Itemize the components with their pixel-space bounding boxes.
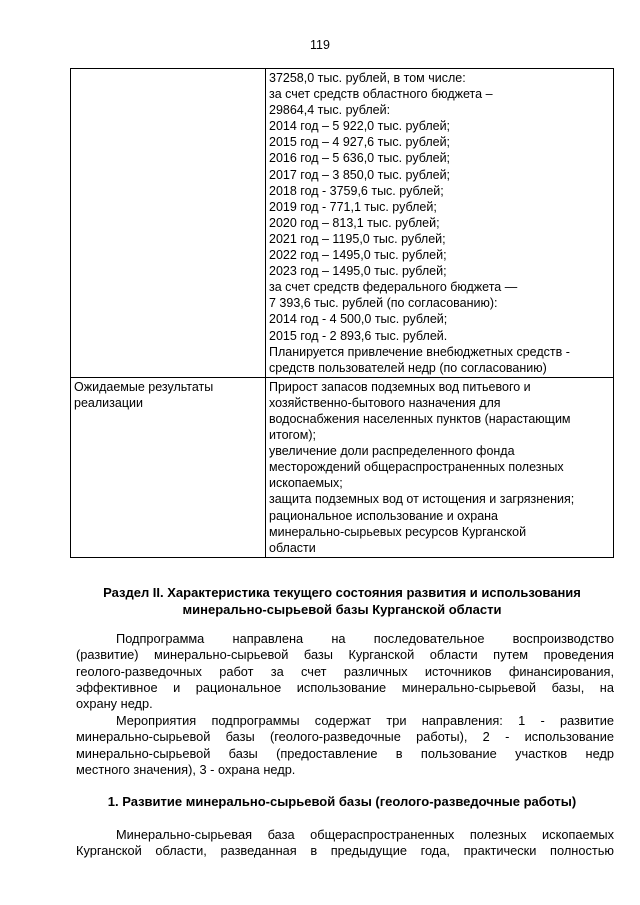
funding-line: 2016 год – 5 636,0 тыс. рублей; <box>269 151 451 166</box>
funding-line: 2015 год - 2 893,6 тыс. рублей. <box>269 328 448 343</box>
paragraph-line: (развитие) минерально-сырьевой базы Курганской области путем проведения <box>76 647 614 663</box>
paragraph-line: Подпрограмма направлена на последовательное воспроизводство <box>116 631 614 646</box>
paragraph-directions <box>76 713 614 778</box>
funding-line: средств пользователей недр (по согласованию) <box>269 360 547 375</box>
page-number: 119 <box>310 38 330 52</box>
funding-line: 7 393,6 тыс. рублей (по согласованию): <box>269 296 498 311</box>
section-title-line: минерально-сырьевой базы Курганской области <box>182 602 502 617</box>
label-line: Ожидаемые результаты <box>74 379 214 394</box>
section-title <box>70 584 614 618</box>
subprogram-passport-table <box>70 68 614 558</box>
funding-line: 2018 год - 3759,6 тыс. рублей; <box>269 183 444 198</box>
result-line: Прирост запасов подземных вод питьевого и <box>269 379 531 394</box>
table-cell-label <box>71 69 266 378</box>
table-row <box>71 69 614 378</box>
section-title-line: Раздел II. Характеристика текущего состояния развития и использования <box>103 585 581 600</box>
result-line: области <box>269 540 316 555</box>
paragraph-line: Курганской области, разведанная в предыдущие года, практически полностью <box>76 843 614 859</box>
funding-line: 2015 год – 4 927,6 тыс. рублей; <box>269 135 451 150</box>
funding-line: 2022 год – 1495,0 тыс. рублей; <box>269 248 447 263</box>
paragraph-line: местного значения), 3 - охрана недр. <box>76 761 296 777</box>
table-row <box>71 377 614 557</box>
paragraph-line: геолого-разведочных работ за счет различных источников финансирования, <box>76 663 614 679</box>
expected-results-label <box>71 377 266 557</box>
subsection-title: 1. Развитие минерально-сырьевой базы (геолого-разведочные работы) <box>107 794 577 809</box>
expected-results-cell <box>266 377 614 557</box>
funding-line: за счет средств областного бюджета – <box>269 87 493 102</box>
funding-line: 2014 год - 4 500,0 тыс. рублей; <box>269 312 448 327</box>
result-line: хозяйственно-бытового назначения для <box>269 395 501 410</box>
label-line: реализации <box>74 395 143 410</box>
funding-line: за счет средств федерального бюджета — <box>269 280 518 295</box>
paragraph-line: эффективное и рациональное использование минерально-сырьевой базы, на <box>76 679 614 695</box>
paragraph-line: Мероприятия подпрограммы содержат три направления: 1 - развитие <box>116 713 614 728</box>
funding-line: 2021 год – 1195,0 тыс. рублей; <box>269 231 446 246</box>
funding-line: Планируется привлечение внебюджетных средств - <box>269 344 570 359</box>
funding-line: 2020 год – 813,1 тыс. рублей; <box>269 215 440 230</box>
funding-line: 2017 год – 3 850,0 тыс. рублей; <box>269 167 451 182</box>
result-line: рациональное использование и охрана <box>269 508 499 523</box>
result-line: итогом); <box>269 428 316 443</box>
funding-line: 2023 год – 1495,0 тыс. рублей; <box>269 264 447 279</box>
paragraph-line: минерально-сырьевой базы (геолого-разведочные работы), 2 - использование <box>76 729 614 745</box>
result-line: увеличение доли распределенного фонда <box>269 444 515 459</box>
funding-line: 2019 год - 771,1 тыс. рублей; <box>269 199 437 214</box>
paragraph-line: охрану недр. <box>76 696 153 712</box>
result-line: ископаемых; <box>269 476 343 491</box>
paragraph-line: минерально-сырьевой базы (предоставление в пользование участков недр <box>76 745 614 761</box>
result-line: минерально-сырьевых ресурсов Курганской <box>269 524 527 539</box>
result-line: месторождений общераспространенных полезных <box>269 460 564 475</box>
funding-line: 2014 год – 5 922,0 тыс. рублей; <box>269 119 451 134</box>
funding-line: 29864,4 тыс. рублей: <box>269 103 391 118</box>
funding-line: 37258,0 тыс. рублей, в том числе: <box>269 71 466 85</box>
paragraph-line: Минерально-сырьевая база общераспространенных полезных ископаемых <box>116 827 614 842</box>
paragraph-intro <box>76 631 614 712</box>
funding-cell <box>266 69 614 378</box>
result-line: защита подземных вод от истощения и загрязнения; <box>269 492 575 507</box>
paragraph-mineral-base <box>76 827 614 860</box>
result-line: водоснабжения населенных пунктов (нарастающим <box>269 411 571 426</box>
